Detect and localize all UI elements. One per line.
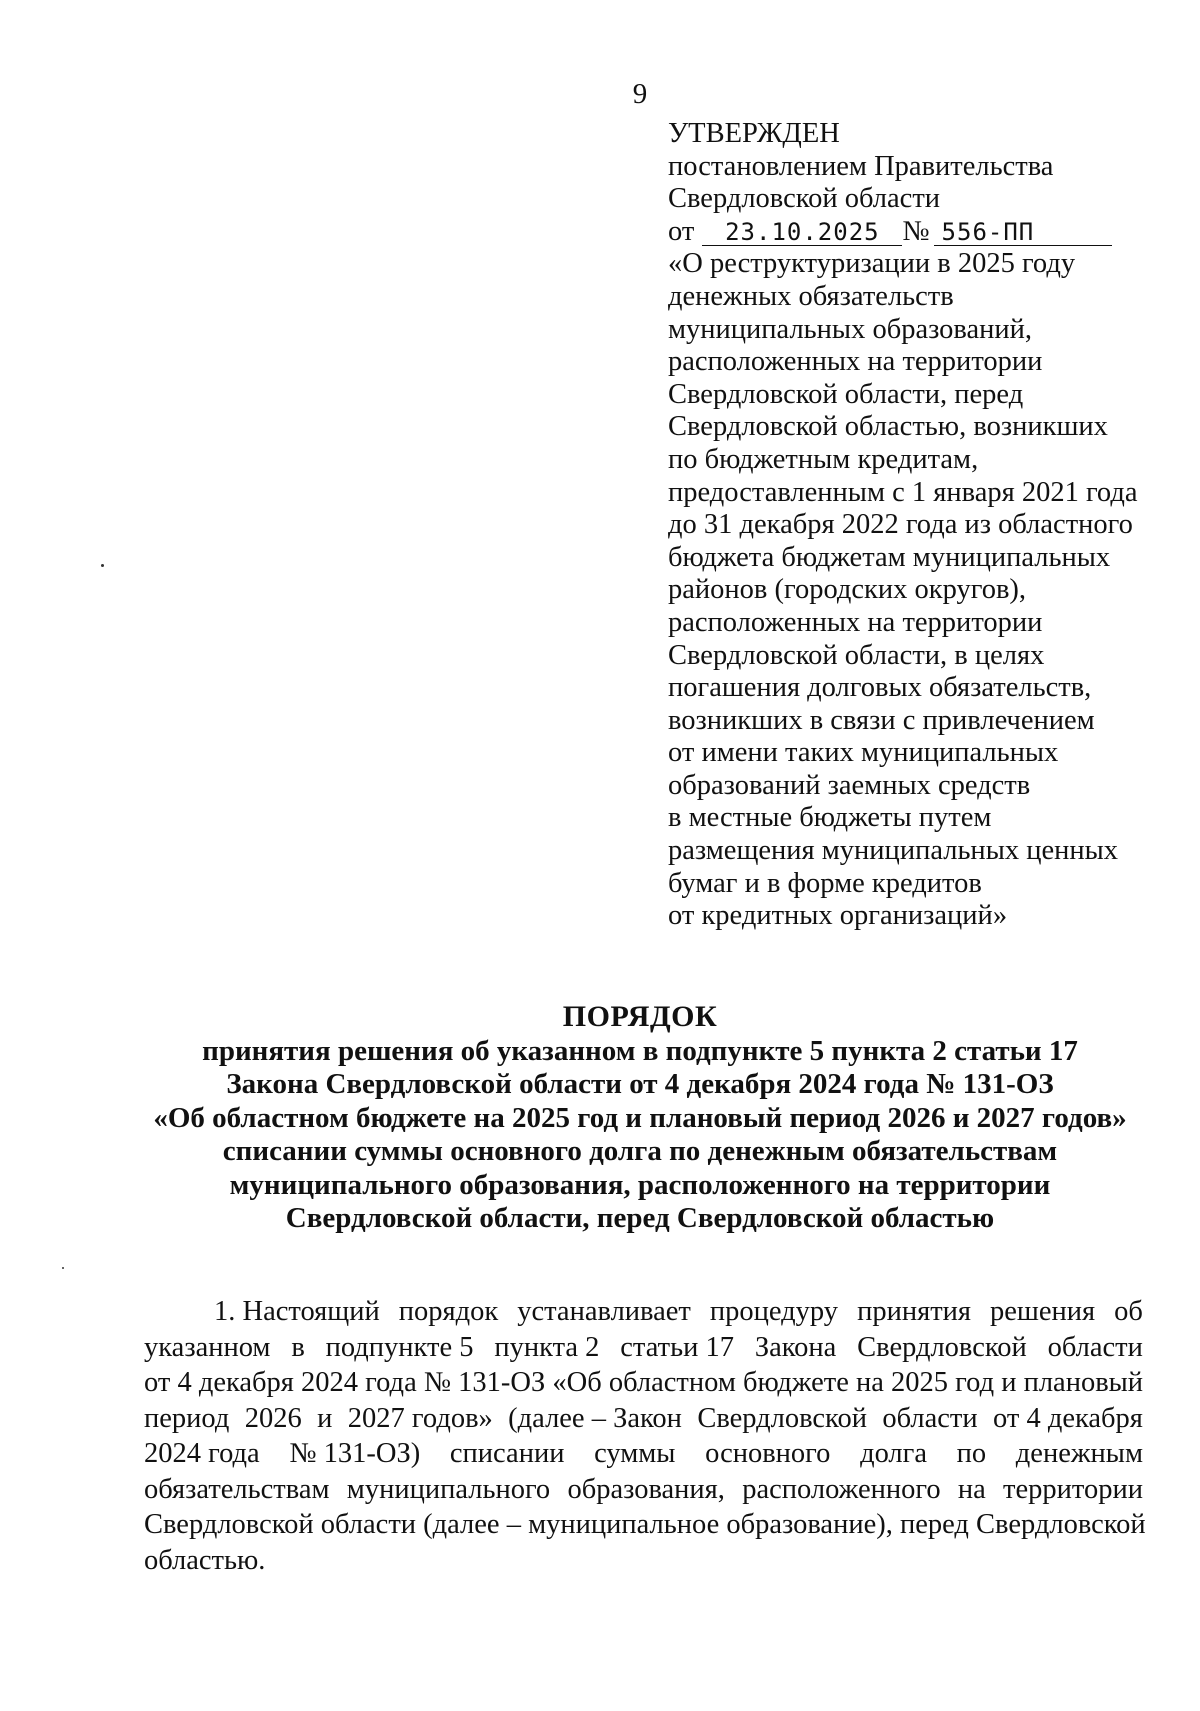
- approval-number: 556-ПП: [934, 219, 1112, 246]
- approval-line: бумаг и в форме кредитов: [668, 867, 982, 899]
- document-title: [120, 1000, 1160, 1236]
- paragraph-word: принятия: [857, 1296, 972, 1327]
- paragraph-1: [144, 1294, 1146, 1578]
- approval-line: образований заемных средств: [668, 769, 1031, 801]
- scan-speck: [62, 1267, 64, 1269]
- paragraph-line: [144, 1472, 1143, 1508]
- date-prefix: от: [668, 215, 695, 247]
- paragraph-word: № 131-ОЗ): [289, 1438, 421, 1469]
- approval-line: до 31 декабря 2022 года из областного: [668, 509, 1133, 541]
- paragraph-line: [144, 1543, 1143, 1579]
- paragraph-line: [144, 1294, 1143, 1330]
- number-sign: №: [902, 215, 930, 247]
- paragraph-word: Свердловской: [697, 1402, 867, 1434]
- title-line: муниципального образования, расположенного на территории: [229, 1168, 1051, 1201]
- paragraph-word: основного: [705, 1438, 831, 1469]
- approval-line: от имени таких муниципальных: [668, 737, 1059, 769]
- page-number: 9: [632, 78, 648, 110]
- approval-line: погашения долговых обязательств,: [668, 672, 1092, 704]
- paragraph-word: Закона: [754, 1331, 837, 1363]
- approval-line: Свердловской области, перед: [668, 378, 1024, 410]
- approval-line: от кредитных организаций»: [668, 900, 1008, 932]
- paragraph-word: области: [882, 1402, 978, 1434]
- paragraph-word: обязательствам: [144, 1473, 330, 1505]
- paragraph-word: пункта 2: [494, 1331, 600, 1363]
- approval-line: расположенных на территории: [668, 346, 1043, 378]
- paragraph-line: [144, 1436, 1143, 1472]
- approval-date: 23.10.2025: [702, 219, 902, 246]
- paragraph-word: территории: [1003, 1473, 1143, 1505]
- title-line: принятия решения об указанном в подпункте 5 пункта 2 статьи 17: [202, 1034, 1078, 1067]
- paragraph-word: подпункте 5: [325, 1331, 474, 1363]
- paragraph-word: списании: [449, 1438, 565, 1469]
- approval-line: районов (городских округов),: [668, 574, 1027, 606]
- paragraph-word: от 4 декабря: [993, 1402, 1143, 1434]
- approval-stamp: [668, 118, 1188, 933]
- approval-line: Свердловской областью, возникших: [668, 411, 1108, 443]
- paragraph-line: [144, 1507, 1146, 1543]
- approval-line: возникших в связи с привлечением: [668, 704, 1095, 736]
- title-main: ПОРЯДОК: [562, 1000, 718, 1033]
- approval-date-line: [668, 216, 1188, 249]
- paragraph-word: указанном: [144, 1331, 271, 1363]
- paragraph-word: суммы: [594, 1438, 676, 1469]
- paragraph-word: 1. Настоящий: [214, 1296, 380, 1327]
- paragraph-word: образования,: [567, 1473, 725, 1505]
- paragraph-word: от 4 декабря 2024 года № 131-ОЗ «Об областном бюджете на 2025 год и плановый: [144, 1367, 1144, 1398]
- approval-line: по бюджетным кредитам,: [668, 443, 979, 475]
- paragraph-word: порядок: [398, 1296, 499, 1327]
- paragraph-word: статьи 17: [620, 1331, 734, 1363]
- paragraph-word: муниципального: [346, 1473, 551, 1505]
- paragraph-word: расположенного: [742, 1473, 941, 1505]
- paragraph-line: [144, 1365, 1143, 1401]
- approval-line: бюджета бюджетам муниципальных: [668, 541, 1111, 573]
- paragraph-word: областью.: [144, 1544, 266, 1576]
- title-line: Свердловской области, перед Свердловской областью: [285, 1202, 995, 1234]
- paragraph-word: об: [1114, 1296, 1143, 1327]
- approval-line: Свердловской области: [668, 183, 941, 215]
- approval-line: в местные бюджеты путем: [668, 802, 992, 834]
- paragraph-word: по: [956, 1438, 987, 1469]
- paragraph-line: [144, 1330, 1143, 1366]
- paragraph-word: 2026: [244, 1402, 302, 1434]
- paragraph-word: период: [144, 1402, 230, 1434]
- approval-line: Свердловской области, в целях: [668, 639, 1045, 671]
- paragraph-word: устанавливает: [517, 1296, 691, 1327]
- scan-speck: [101, 564, 104, 567]
- approval-line: расположенных на территории: [668, 606, 1043, 638]
- paragraph-word: (далее – Закон: [508, 1402, 682, 1434]
- approval-line: постановлением Правительства: [668, 150, 1054, 182]
- approval-line: предоставленным с 1 января 2021 года: [668, 476, 1138, 508]
- paragraph-word: Свердловской области (далее – муниципальное образование), перед Свердловской: [144, 1509, 1146, 1540]
- paragraph-word: денежным: [1015, 1438, 1143, 1469]
- approval-line: «О реструктуризации в 2025 году: [668, 248, 1076, 280]
- paragraph-word: на: [957, 1473, 986, 1505]
- approval-line: муниципальных образований,: [668, 313, 1033, 345]
- paragraph-word: и: [317, 1402, 333, 1434]
- paragraph-line: [144, 1401, 1143, 1437]
- paragraph-word: в: [291, 1331, 305, 1363]
- approval-line: денежных обязательств: [668, 280, 954, 312]
- title-line: «Об областном бюджете на 2025 год и плановый период 2026 и 2027 годов»: [153, 1101, 1127, 1134]
- paragraph-word: процедуру: [709, 1296, 839, 1327]
- paragraph-word: решения: [990, 1296, 1096, 1327]
- paragraph-word: 2027 годов»: [347, 1402, 493, 1434]
- approval-line: размещения муниципальных ценных: [668, 835, 1119, 867]
- approval-heading: УТВЕРЖДЕН: [668, 118, 840, 149]
- title-line: списании суммы основного долга по денежным обязательствам: [222, 1135, 1058, 1167]
- paragraph-word: долга: [860, 1438, 927, 1469]
- paragraph-word: Свердловской: [857, 1331, 1027, 1363]
- paragraph-word: 2024 года: [144, 1438, 260, 1469]
- paragraph-word: области: [1047, 1331, 1143, 1363]
- title-line: Закона Свердловской области от 4 декабря 2024 года № 131-ОЗ: [226, 1068, 1054, 1100]
